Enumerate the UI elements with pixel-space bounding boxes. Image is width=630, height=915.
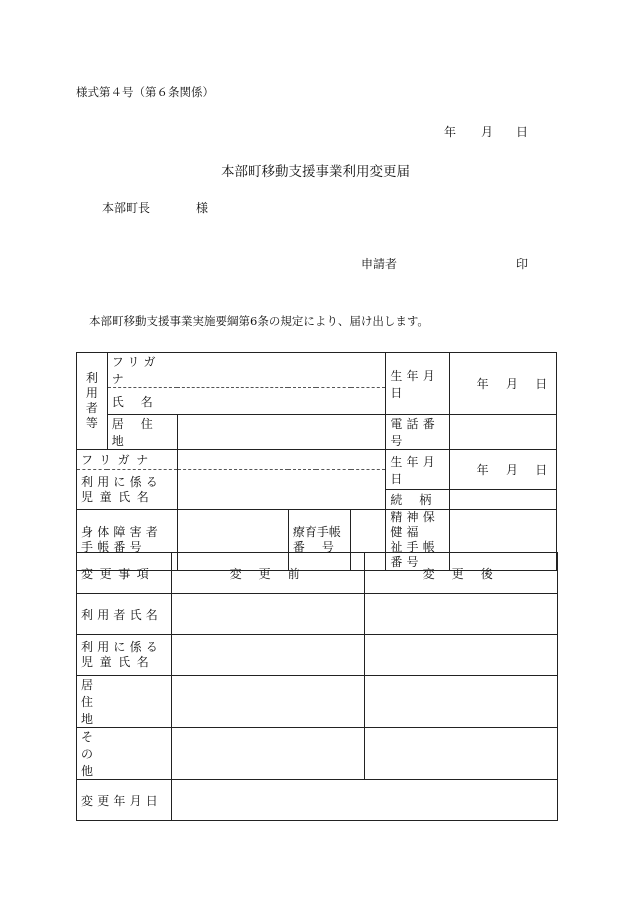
name-label: 氏 名	[107, 388, 177, 415]
child-birthdate-field[interactable]: 年 月 日	[449, 450, 556, 490]
user-info-table	[76, 352, 557, 571]
change-row-label: 居 住 地	[77, 676, 172, 728]
child-furigana-field[interactable]	[177, 450, 386, 470]
birthdate-label: 生年月日	[386, 353, 450, 415]
furigana-label: フリガナ	[107, 353, 177, 388]
change-date-field[interactable]	[172, 780, 558, 821]
date-month: 月	[481, 125, 494, 139]
change-after-field[interactable]	[365, 728, 558, 780]
address-label: 居 住 地	[107, 415, 177, 450]
change-before-field[interactable]	[172, 635, 365, 676]
change-before-header: 変 更 前	[172, 553, 365, 594]
child-birthdate-label: 生年月日	[386, 450, 450, 490]
change-after-field[interactable]	[365, 676, 558, 728]
change-table	[76, 552, 558, 821]
change-date-label: 変更年月日	[77, 780, 172, 821]
page-title: 本部町移動支援事業利用変更届	[221, 164, 410, 180]
ryoiku-book-label: 療育手帳 番 号	[288, 510, 351, 571]
mental-book-label: 精神保健福 祉手帳番号	[386, 510, 450, 571]
addressee-name: 本部町長	[102, 201, 151, 215]
relationship-label: 続 柄	[386, 490, 450, 510]
furigana-field[interactable]	[177, 353, 386, 388]
child-name-field[interactable]	[177, 470, 386, 510]
disability-book-label: 身体障害者 手帳番号	[77, 510, 178, 571]
addressee-honorific: 様	[196, 201, 209, 215]
date-day: 日	[516, 125, 529, 139]
relationship-field[interactable]	[449, 490, 556, 510]
change-after-field[interactable]	[365, 635, 558, 676]
change-item-header: 変更事項	[77, 553, 172, 594]
seal-mark: 印	[516, 257, 529, 271]
change-row-label: 利用に係る 児童氏名	[77, 635, 172, 676]
phone-field[interactable]	[449, 415, 556, 450]
applicant-label: 申請者	[361, 257, 398, 271]
child-name-label: 利用に係る 児童氏名	[77, 470, 178, 510]
address-field[interactable]	[177, 415, 386, 450]
change-before-field[interactable]	[172, 594, 365, 635]
user-section-label: 利 用 者 等	[77, 353, 108, 450]
statement-text: 本部町移動支援事業実施要綱第6条の規定により、届け出します。	[89, 314, 429, 328]
phone-label: 電話番号	[386, 415, 450, 450]
date-year: 年	[444, 125, 457, 139]
change-row-label: そ の 他	[77, 728, 172, 780]
form-number: 様式第４号（第６条関係）	[76, 85, 214, 99]
change-row-label: 利用者氏名	[77, 594, 172, 635]
change-after-header: 変 更 後	[365, 553, 558, 594]
birthdate-field[interactable]: 年 月 日	[449, 353, 556, 415]
change-before-field[interactable]	[172, 728, 365, 780]
name-field[interactable]	[177, 388, 386, 415]
change-after-field[interactable]	[365, 594, 558, 635]
change-before-field[interactable]	[172, 676, 365, 728]
child-furigana-label: フリガナ	[77, 450, 178, 470]
